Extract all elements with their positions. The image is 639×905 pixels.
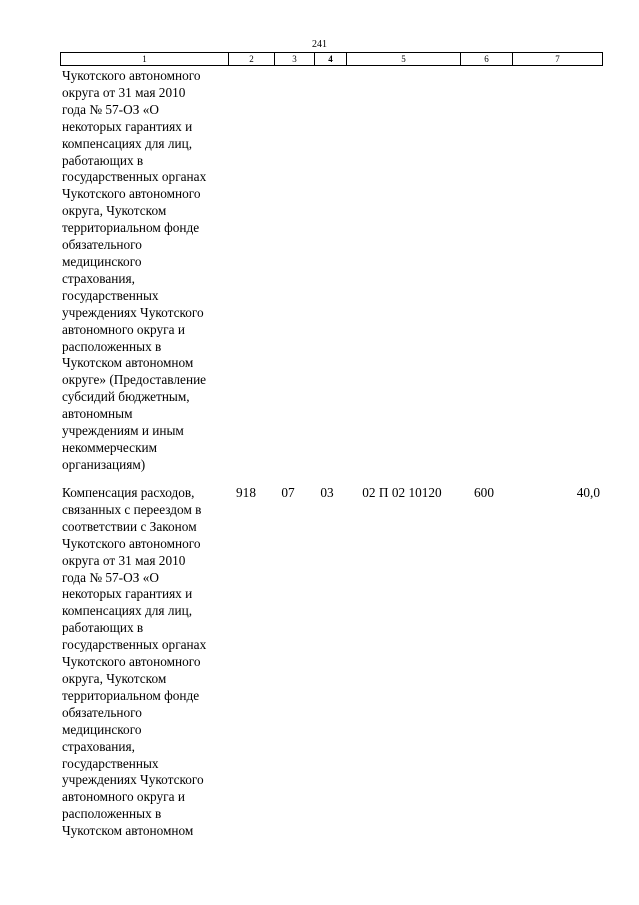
header-col-3: 3	[275, 53, 315, 66]
column-number-header	[60, 52, 603, 66]
subsection-cell: 03	[320, 485, 334, 500]
expense-type-cell: 600	[474, 485, 494, 500]
section-cell: 07	[281, 485, 295, 500]
row-description: Чукотского автономного округа от 31 мая 2010 года № 57-ОЗ «О некоторых гарантиях и компенсациях для лиц, работающих в государственных органах Чукотского автономного округа, Чукотском территориальном фонде обязательного медицинского страхования, государственных учреждениях Чукотского автономного округа и расположенных в Чукотском автономном округе» (Предоставление субсидий бюджетным, автономным учреждениям и иным некоммерческим организациям)	[62, 68, 207, 472]
amount-cell: 40,0	[576, 485, 600, 500]
header-col-1: 1	[61, 53, 229, 66]
header-col-4: 4	[315, 53, 347, 66]
header-col-2: 2	[229, 53, 275, 66]
header-col-7: 7	[513, 53, 603, 66]
ministry-code-cell: 918	[236, 485, 256, 500]
target-article-cell: 02 П 02 10120	[362, 485, 442, 500]
row-description: Компенсация расходов, связанных с переездом в соответствии с Законом Чукотского автономного округа от 31 мая 2010 года № 57-ОЗ «О некоторых гарантиях и компенсациях для лиц, работающих в государственных органах Чукотского автономного округа, Чукотском территориальном фонде обязательного медицинского страхования, государственных учреждениях Чукотского автономного округа и расположенных в Чукотском автономном	[62, 485, 207, 839]
page-number: 241	[312, 39, 327, 50]
header-col-5: 5	[347, 53, 461, 66]
header-col-6: 6	[461, 53, 513, 66]
